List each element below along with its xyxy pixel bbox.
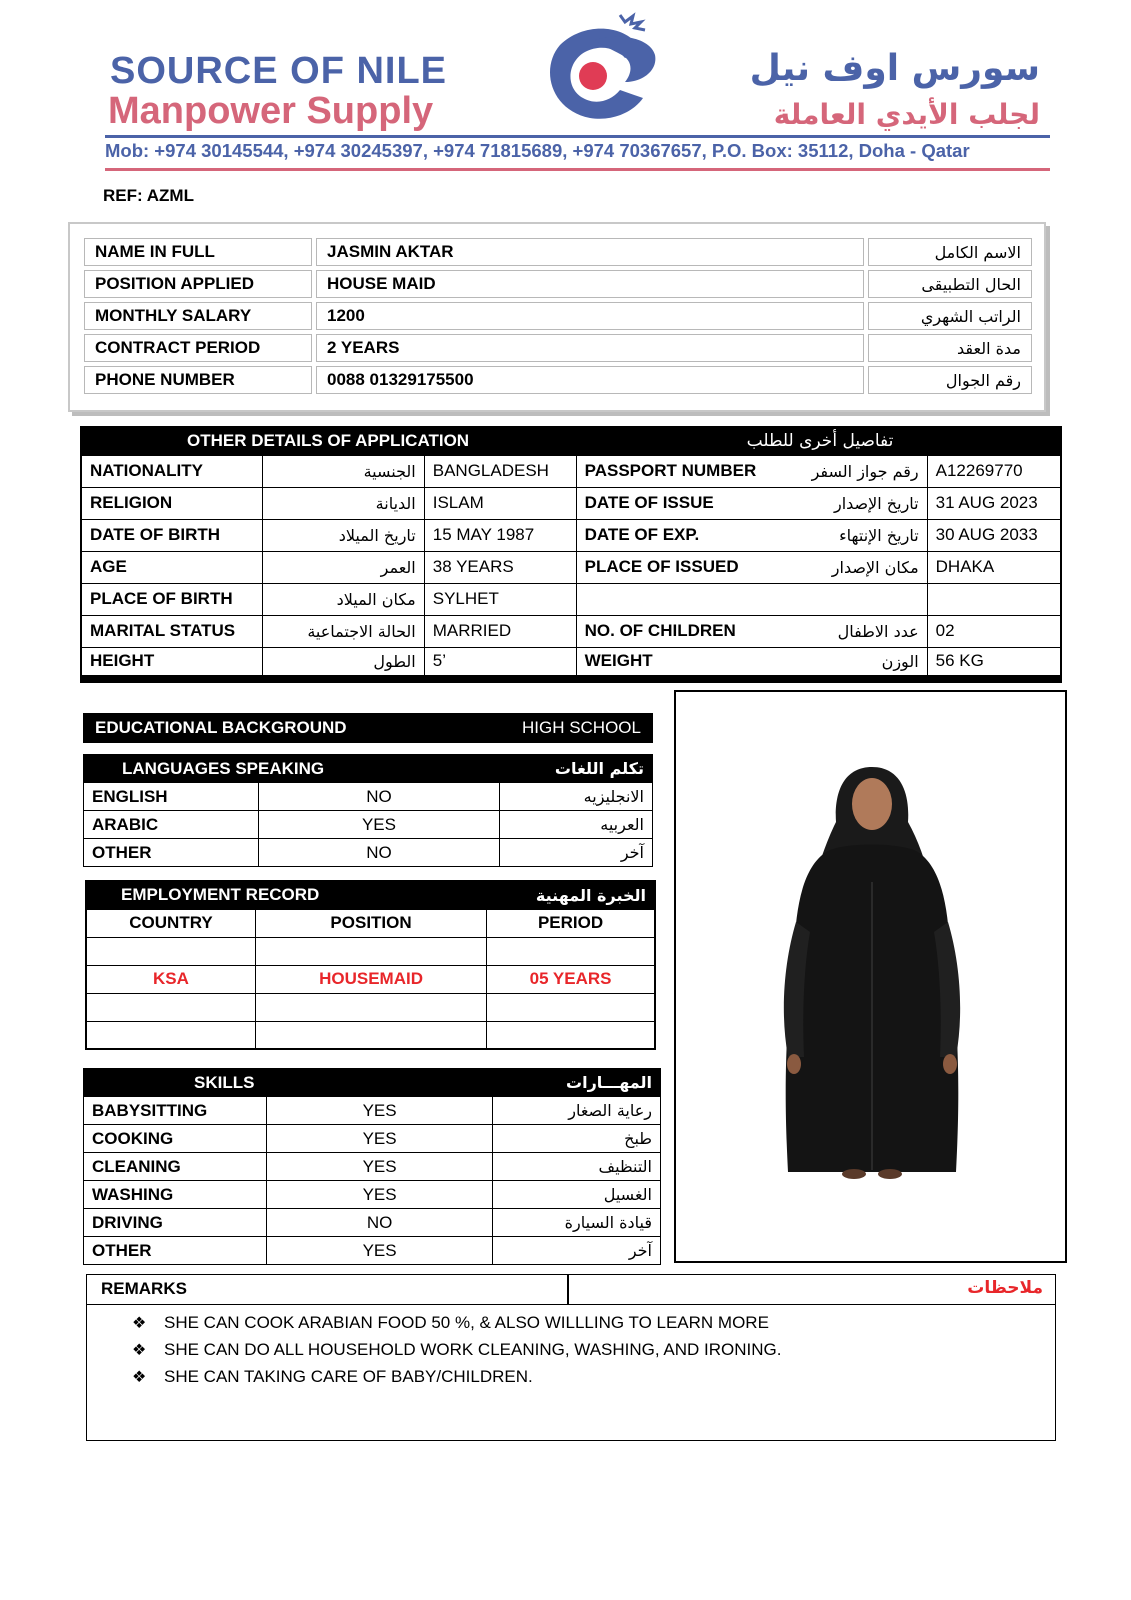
skill-name-ar: آخر	[493, 1237, 661, 1265]
remarks-header-divider	[567, 1275, 569, 1305]
language-value: NO	[258, 783, 499, 811]
employment-period	[487, 993, 655, 1021]
table-row	[84, 270, 1032, 298]
remark-text: SHE CAN TAKING CARE OF BABY/CHILDREN.	[164, 1367, 533, 1386]
field-label-ar: عدد الاطفال	[772, 615, 928, 647]
employment-table	[85, 880, 656, 1050]
table-row	[84, 1153, 661, 1181]
employment-country	[86, 1021, 255, 1049]
language-name-ar: العربيه	[500, 811, 653, 839]
table-row	[84, 839, 653, 867]
field-value: ISLAM	[424, 487, 576, 519]
table-row	[84, 811, 653, 839]
contact-line: Mob: +974 30145544, +974 30245397, +974 71815689, +974 70367657, P.O. Box: 35112, Doha - Qatar	[105, 135, 1050, 162]
employment-country: KSA	[86, 965, 255, 993]
company-name-ar: سورس اوف نيل	[749, 48, 1040, 89]
table-header	[81, 427, 1061, 455]
skill-name: OTHER	[84, 1237, 267, 1265]
employment-country	[86, 937, 255, 965]
remark-text: SHE CAN COOK ARABIAN FOOD 50 %, & ALSO WILLLING TO LEARN MORE	[164, 1313, 769, 1332]
company-name-en: SOURCE OF NILE	[110, 50, 448, 92]
skill-value: YES	[266, 1125, 492, 1153]
employment-position: HOUSEMAID	[255, 965, 486, 993]
field-value: JASMIN AKTAR	[316, 238, 864, 266]
field-value: 0088 01329175500	[316, 366, 864, 394]
field-value: BANGLADESH	[424, 455, 576, 487]
field-label-ar: تاريخ الإنتهاء	[772, 519, 928, 551]
field-label-ar: الحال التطبيقى	[868, 270, 1032, 298]
field-label: PASSPORT NUMBER	[576, 455, 772, 487]
table-row	[84, 366, 1032, 394]
employment-period	[487, 1021, 655, 1049]
table-row	[84, 1181, 661, 1209]
header-divider	[105, 168, 1050, 171]
table-row	[86, 993, 655, 1021]
employment-position	[255, 1021, 486, 1049]
field-label-ar: العمر	[263, 551, 425, 583]
company-tagline-en: Manpower Supply	[108, 90, 434, 132]
section-title-en: OTHER DETAILS OF APPLICATION	[81, 427, 576, 455]
field-label: PHONE NUMBER	[84, 366, 312, 394]
field-value: 1200	[316, 302, 864, 330]
table-row	[84, 1237, 661, 1265]
remarks-title-ar: ملاحظات	[967, 1278, 1043, 1298]
field-label: MONTHLY SALARY	[84, 302, 312, 330]
field-label: CONTRACT PERIOD	[84, 334, 312, 362]
skill-name-ar: التنظيف	[493, 1153, 661, 1181]
field-label: NO. OF CHILDREN	[576, 615, 772, 647]
employment-period: 05 YEARS	[487, 965, 655, 993]
reference-code: REF: AZML	[103, 186, 194, 205]
section-title-ar: المهـــارات	[493, 1069, 661, 1097]
field-label: WEIGHT	[576, 647, 772, 679]
company-tagline-ar: لجلب الأيدي العاملة	[773, 98, 1040, 131]
skill-name-ar: قيادة السيارة	[493, 1209, 661, 1237]
skill-value: YES	[266, 1237, 492, 1265]
table-row	[81, 615, 1061, 647]
column-headers	[86, 909, 655, 937]
field-label-ar: الحالة الاجتماعية	[263, 615, 425, 647]
field-label-ar: مكان الميلاد	[263, 583, 425, 615]
table-row	[81, 455, 1061, 487]
field-label: MARITAL STATUS	[81, 615, 263, 647]
table-row	[84, 302, 1032, 330]
remarks-title-en: REMARKS	[101, 1279, 187, 1298]
remark-text: SHE CAN DO ALL HOUSEHOLD WORK CLEANING, WASHING, AND IRONING.	[164, 1340, 782, 1359]
field-value: A12269770	[927, 455, 1061, 487]
column-header-position: POSITION	[255, 909, 486, 937]
field-label-ar: الاسم الكامل	[868, 238, 1032, 266]
section-title-ar: تفاصيل أخرى للطلب	[576, 427, 1061, 455]
field-label: POSITION APPLIED	[84, 270, 312, 298]
language-value: YES	[258, 811, 499, 839]
table-header	[84, 755, 653, 783]
languages-table	[83, 754, 653, 867]
field-value: MARRIED	[424, 615, 576, 647]
field-label-ar: الطول	[263, 647, 425, 679]
section-title-ar: تكلم اللغات	[500, 755, 653, 783]
skill-value: YES	[266, 1153, 492, 1181]
field-value: SYLHET	[424, 583, 576, 615]
field-label-ar: تاريخ الميلاد	[263, 519, 425, 551]
applicant-photo-icon	[676, 692, 1069, 1265]
table-header	[86, 881, 655, 909]
list-item	[132, 1336, 1055, 1363]
column-header-country: COUNTRY	[86, 909, 255, 937]
table-row	[86, 1021, 655, 1049]
table-row	[84, 1125, 661, 1153]
table-row	[81, 487, 1061, 519]
list-item	[132, 1309, 1055, 1336]
skill-name: COOKING	[84, 1125, 267, 1153]
list-item	[132, 1363, 1055, 1390]
language-name-ar: الانجليزيه	[500, 783, 653, 811]
remarks-box	[86, 1274, 1056, 1441]
field-label: PLACE OF ISSUED	[576, 551, 772, 583]
field-value: 31 AUG 2023	[927, 487, 1061, 519]
table-row	[84, 1209, 661, 1237]
diamond-bullet-icon: ❖	[132, 1342, 147, 1359]
table-row	[84, 238, 1032, 266]
skill-name: CLEANING	[84, 1153, 267, 1181]
table-row	[86, 937, 655, 965]
employment-period	[487, 937, 655, 965]
field-label: NAME IN FULL	[84, 238, 312, 266]
skill-name: DRIVING	[84, 1209, 267, 1237]
skill-value: NO	[266, 1209, 492, 1237]
skill-value: YES	[266, 1097, 492, 1125]
field-label-ar: رقم جواز السفر	[772, 455, 928, 487]
field-label-ar: الراتب الشهري	[868, 302, 1032, 330]
employment-position	[255, 937, 486, 965]
table-row	[84, 1097, 661, 1125]
field-label: NATIONALITY	[81, 455, 263, 487]
field-value: 02	[927, 615, 1061, 647]
field-value: 30 AUG 2033	[927, 519, 1061, 551]
field-label-ar: مدة العقد	[868, 334, 1032, 362]
skill-name-ar: رعاية الصغار	[493, 1097, 661, 1125]
source-of-nile-logo-icon	[525, 10, 675, 135]
field-label-ar: رقم الجوال	[868, 366, 1032, 394]
section-title-en: SKILLS	[84, 1069, 267, 1097]
field-label: AGE	[81, 551, 263, 583]
language-name-ar: آخر	[500, 839, 653, 867]
personal-info-table	[80, 234, 1036, 398]
field-value: 56 KG	[927, 647, 1061, 679]
table-row	[81, 519, 1061, 551]
header-spacer	[266, 1069, 492, 1097]
table-row	[81, 647, 1061, 679]
column-header-period: PERIOD	[487, 909, 655, 937]
employment-country	[86, 993, 255, 1021]
field-label: PLACE OF BIRTH	[81, 583, 263, 615]
other-details-table	[80, 426, 1062, 683]
field-value: 15 MAY 1987	[424, 519, 576, 551]
skill-name-ar: الغسيل	[493, 1181, 661, 1209]
field-label-ar: مكان الإصدار	[772, 551, 928, 583]
field-label-ar: الوزن	[772, 647, 928, 679]
field-value: 5’	[424, 647, 576, 679]
diamond-bullet-icon: ❖	[132, 1369, 147, 1386]
skill-value: YES	[266, 1181, 492, 1209]
field-label: HEIGHT	[81, 647, 263, 679]
language-name: OTHER	[84, 839, 259, 867]
letterhead	[105, 10, 1075, 170]
language-value: NO	[258, 839, 499, 867]
field-label-ar: الجنسية	[263, 455, 425, 487]
remarks-list	[87, 1305, 1055, 1390]
language-name: ARABIC	[84, 811, 259, 839]
skill-name: WASHING	[84, 1181, 267, 1209]
education-label: EDUCATIONAL BACKGROUND	[95, 718, 347, 737]
skill-name-ar: طبخ	[493, 1125, 661, 1153]
field-label-ar: الديانة	[263, 487, 425, 519]
table-row	[86, 965, 655, 993]
field-value: 2 YEARS	[316, 334, 864, 362]
table-row	[81, 551, 1061, 583]
language-name: ENGLISH	[84, 783, 259, 811]
skills-table	[83, 1068, 661, 1265]
diamond-bullet-icon: ❖	[132, 1315, 147, 1332]
field-value: DHAKA	[927, 551, 1061, 583]
field-label: RELIGION	[81, 487, 263, 519]
section-title-ar: الخبرة المهنية	[487, 881, 655, 909]
field-label	[576, 583, 927, 615]
remarks-header	[87, 1275, 1055, 1305]
field-value: HOUSE MAID	[316, 270, 864, 298]
section-title-en: EMPLOYMENT RECORD	[86, 881, 487, 909]
field-label: DATE OF BIRTH	[81, 519, 263, 551]
education-value: HIGH SCHOOL	[521, 718, 641, 737]
field-label: DATE OF EXP.	[576, 519, 772, 551]
table-header	[84, 1069, 661, 1097]
field-value	[927, 583, 1061, 615]
education-bar	[83, 713, 653, 743]
table-row	[84, 783, 653, 811]
field-label: DATE OF ISSUE	[576, 487, 772, 519]
field-label-ar: تاريخ الإصدار	[772, 487, 928, 519]
field-value: 38 YEARS	[424, 551, 576, 583]
table-row	[84, 334, 1032, 362]
skill-name: BABYSITTING	[84, 1097, 267, 1125]
photo-frame	[674, 690, 1067, 1263]
employment-position	[255, 993, 486, 1021]
personal-info-panel	[68, 222, 1046, 412]
table-row	[81, 583, 1061, 615]
section-title-en: LANGUAGES SPEAKING	[84, 755, 500, 783]
